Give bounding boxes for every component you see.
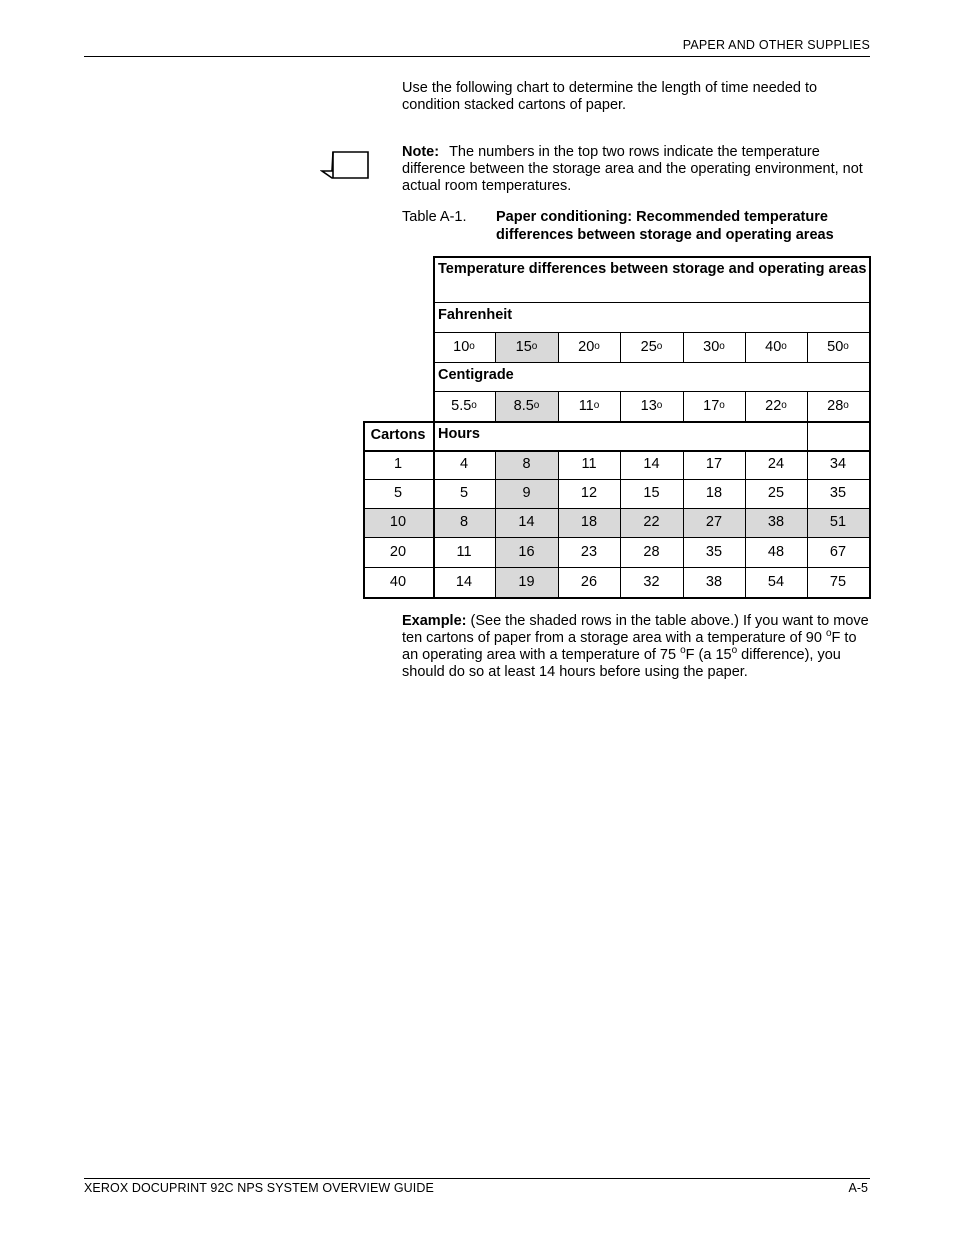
hours-value: 75 (829, 573, 847, 590)
cartons-value: 40 (389, 573, 407, 590)
hours-value: 4 (459, 456, 469, 472)
cartons-value: 5 (393, 485, 403, 501)
table-caption-title: Paper conditioning: Recommended temperature differences between storage and operating areas (496, 209, 834, 243)
hours-value: 5 (459, 485, 469, 501)
hours-value: 18 (580, 514, 598, 530)
table-rule (433, 256, 435, 599)
hours-value: 51 (829, 514, 847, 530)
table-rule (558, 450, 559, 598)
example-label: Example: (402, 613, 467, 629)
table-rule (433, 302, 870, 303)
table-rule (433, 256, 871, 258)
hours-value: 19 (518, 573, 535, 590)
table-caption (402, 208, 872, 244)
degree-mark: o (680, 645, 686, 657)
table-rule (363, 421, 871, 423)
example-paragraph (402, 613, 872, 681)
hours-value: 16 (518, 543, 535, 560)
hours-value: 54 (767, 573, 785, 590)
example-text: F (a 15 (685, 647, 732, 663)
hours-value: 22 (643, 514, 660, 530)
fahrenheit-value: 10 o (453, 338, 475, 355)
example-text: F to an operating area with a temperature of 75 (402, 630, 857, 663)
table-rule (620, 332, 621, 363)
fahrenheit-value: 25 o (640, 338, 663, 355)
hours-value: 48 (767, 543, 785, 560)
intro-paragraph: Use the following chart to determine the length of time needed to condition stacked cartons of paper. (402, 80, 818, 113)
table-rule (363, 537, 870, 538)
centigrade-value: 5.5 o (451, 397, 477, 414)
table-rule (807, 421, 808, 451)
table-rule (683, 391, 684, 422)
hours-value: 11 (581, 456, 597, 472)
hours-value: 11 (456, 543, 472, 560)
table-rule (558, 391, 559, 422)
centigrade-value: 22 o (765, 397, 787, 414)
note-page-icon (320, 150, 372, 182)
footer-rule (84, 1178, 870, 1179)
cartons-value: 1 (393, 456, 403, 472)
hours-value: 14 (518, 514, 535, 530)
table-rule (558, 332, 559, 363)
fahrenheit-value: 30 o (703, 338, 725, 355)
centigrade-value: 11 o (578, 397, 600, 414)
hours-value: 38 (705, 573, 723, 590)
fahrenheit-value: 40 o (765, 338, 787, 355)
hours-value: 26 (580, 573, 598, 590)
fahrenheit-value: 20 o (578, 338, 600, 355)
table-rule (433, 362, 870, 363)
table-rule (433, 391, 870, 392)
hours-value: 38 (767, 514, 785, 530)
table-rule (869, 256, 871, 599)
table-rule (745, 450, 746, 598)
fahrenheit-value: 15 o (515, 338, 538, 355)
hours-value: 32 (643, 573, 660, 590)
degree-mark: o (825, 628, 832, 640)
hours-value: 8 (522, 456, 531, 472)
table-rule (683, 450, 684, 598)
hours-value: 28 (643, 543, 660, 560)
hours-value: 34 (829, 456, 847, 472)
centigrade-label: Centigrade (438, 367, 514, 383)
table-rule (807, 332, 808, 363)
hours-value: 35 (705, 543, 723, 560)
hours-value: 17 (705, 456, 723, 472)
table-rule (495, 450, 496, 598)
hours-value: 9 (522, 485, 531, 501)
table-rule (363, 597, 871, 599)
note-text: The numbers in the top two rows indicate the temperature difference between the storage area and the operating environment, not actual room temperatures. (402, 144, 863, 194)
note-label: Note: (402, 144, 440, 160)
centigrade-value: 13 o (640, 397, 663, 414)
hours-value: 23 (580, 543, 598, 560)
hours-value: 12 (580, 485, 598, 501)
centigrade-value: 8.5 o (513, 397, 540, 414)
hours-label: Hours (438, 426, 480, 442)
table-rule (495, 391, 496, 422)
hours-value: 25 (767, 485, 785, 501)
hours-value: 24 (767, 456, 785, 472)
table-header-title: Temperature differences between storage and operating areas (438, 261, 867, 277)
header-rule (84, 56, 870, 57)
degree-mark: o (731, 645, 738, 657)
table-rule (683, 332, 684, 363)
table-rule (363, 421, 365, 599)
footer-guide-title: XEROX DOCUPRINT 92C NPS SYSTEM OVERVIEW GUIDE (84, 1181, 434, 1195)
table-rule (363, 508, 870, 509)
table-rule (363, 567, 870, 568)
table-rule (807, 450, 808, 598)
running-header: PAPER AND OTHER SUPPLIES (682, 38, 870, 52)
table-rule (745, 391, 746, 422)
example-text: difference), you should do so at least 14 hours before using the paper. (402, 647, 841, 680)
hours-value: 8 (459, 514, 469, 530)
table-rule (363, 450, 871, 452)
table-rule (620, 391, 621, 422)
hours-value: 14 (455, 573, 473, 590)
cartons-label: Cartons (370, 427, 426, 443)
hours-value: 67 (829, 543, 847, 560)
table-rule (807, 391, 808, 422)
hours-value: 15 (643, 485, 660, 501)
hours-value: 14 (643, 456, 660, 472)
hours-value: 27 (705, 514, 723, 530)
table-rule (495, 332, 496, 363)
centigrade-value: 17 o (703, 397, 725, 414)
cartons-value: 20 (389, 543, 407, 560)
centigrade-value: 28 o (827, 397, 849, 414)
example-text: (See the shaded rows in the table above.) If you want to move ten cartons of paper from a storage area with a temperature of 90 (402, 613, 869, 646)
table-rule (363, 479, 870, 480)
table-rule (745, 332, 746, 363)
fahrenheit-value: 50 o (827, 338, 849, 355)
hours-value: 35 (829, 485, 847, 501)
footer-page-number: A-5 (848, 1181, 868, 1195)
table-caption-label: Table A-1. (402, 209, 467, 225)
table-rule (433, 332, 870, 333)
note-paragraph (402, 144, 872, 195)
cartons-value: 10 (389, 514, 407, 530)
table-rule (620, 450, 621, 598)
hours-value: 18 (705, 485, 723, 501)
fahrenheit-label: Fahrenheit (438, 307, 513, 323)
